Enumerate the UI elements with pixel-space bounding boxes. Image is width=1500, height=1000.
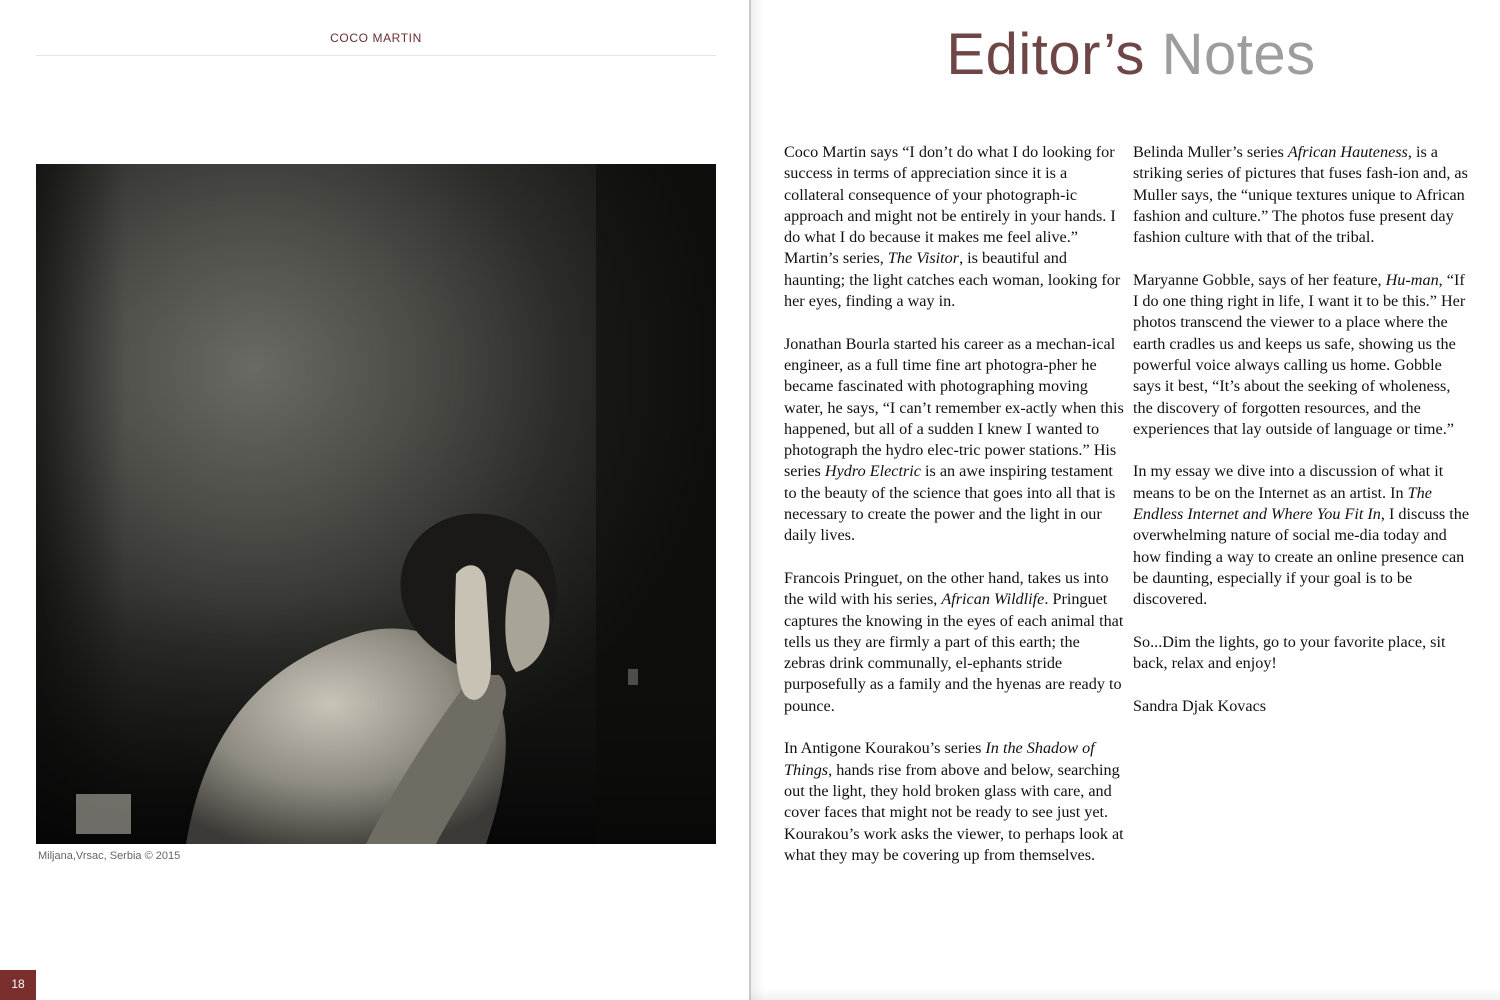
page-number: 18 [0, 970, 36, 1000]
text-column-2 [1133, 142, 1473, 738]
paragraph-francois-pringuet: Francois Pringuet, on the other hand, takes us into the wild with his series, African Wildlife. Pringuet captures the knowing in the eyes of each animal that tells us they are firmly a part of this earth; the zebras drink communally, el-ephants stride purposefully as a family and the hyenas are ready to pounce. [784, 568, 1124, 715]
series-title: Hu-man [1385, 270, 1439, 289]
text-column-1 [784, 142, 1124, 887]
title-word-notes: Notes [1161, 22, 1316, 87]
paragraph-closing: So...Dim the lights, go to your favorite place, sit back, relax and enjoy! [1133, 632, 1446, 673]
running-head: COCO MARTIN [330, 31, 422, 45]
series-title: Hydro Electric [824, 462, 921, 481]
page-bottom-shadow [751, 988, 1500, 1000]
series-title: The Visitor [887, 249, 960, 268]
title-word-editors: Editor’s [946, 22, 1145, 87]
series-title: In the Shadow of Things [784, 739, 1095, 779]
paragraph-coco-martin: Coco Martin says “I don’t do what I do looking for success in terms of appreciation since it is a collateral consequence of your photograph-ic approach and might not be entirely in your hands. I do what I do because it makes me feel alive.” Martin’s series, The Visitor, is beautiful and haunting; the light catches each woman, looking for her eyes, finding a way in. [784, 143, 1121, 311]
paragraph-maryanne-gobble: Maryanne Gobble, says of her feature, Hu-man, “If I do one thing right in life, I want it to be this.” Her photos transcend the viewer to a place where the earth cradles us and keeps us safe, showing us the powerful voice always calling us home. Gobble says it best, “It’s about the seeking of wholeness, the discovery of forgotten resources, and the experiences that lay outside of language or time.” [1133, 270, 1466, 438]
header-divider [36, 55, 716, 56]
series-title: African Hauteness [1287, 143, 1408, 161]
portrait-photo [36, 164, 716, 844]
essay-title: The Endless Internet and Where You Fit In [1133, 483, 1432, 524]
paragraph-jonathan-bourla: Jonathan Bourla started his career as a mechan-ical engineer, as a full time fine art photogra-pher he became fascinated with photographing moving water, he says, “I can’t remember ex-actly when this happened, but all of a sudden I knew I wanted to photograph the hydro elec-tric power stations.” His series Hydro Electric is an awe inspiring testament to the beauty of the science that goes into all that is necessary to create the power and the light in our daily lives. [784, 334, 1124, 545]
portrait-photo-illustration [36, 164, 716, 844]
right-page [751, 0, 1500, 1000]
page-title [751, 22, 1500, 88]
photo-caption: Miljana,Vrsac, Serbia © 2015 [38, 850, 181, 862]
paragraph-belinda-muller: Belinda Muller’s series African Hauteness, is a striking series of pictures that fuses fash-ion and, as Muller says, the “unique textures unique to African fashion and culture.” The photos fuse present day fashion culture with that of the tribal. [1133, 143, 1468, 247]
paragraph-antigone-kourakou: In Antigone Kourakou’s series In the Shadow of Things, hands rise from above and below, searching out the light, they hold broken glass with care, and cover faces that might not be ready to see just yet. Kourakou’s work asks the viewer, to perhaps look at what they may be covering up from themselves. [784, 739, 1124, 864]
paragraph-essay: In my essay we dive into a discussion of what it means to be on the Internet as an artist. In The Endless Internet and Where You Fit In, I discuss the overwhelming nature of social me-dia today and how finding a way to create an online presence can be daunting, especially if your goal is to be discovered. [1133, 462, 1470, 609]
series-title: African Wildlife [941, 590, 1045, 609]
signature: Sandra Djak Kovacs [1133, 696, 1267, 715]
